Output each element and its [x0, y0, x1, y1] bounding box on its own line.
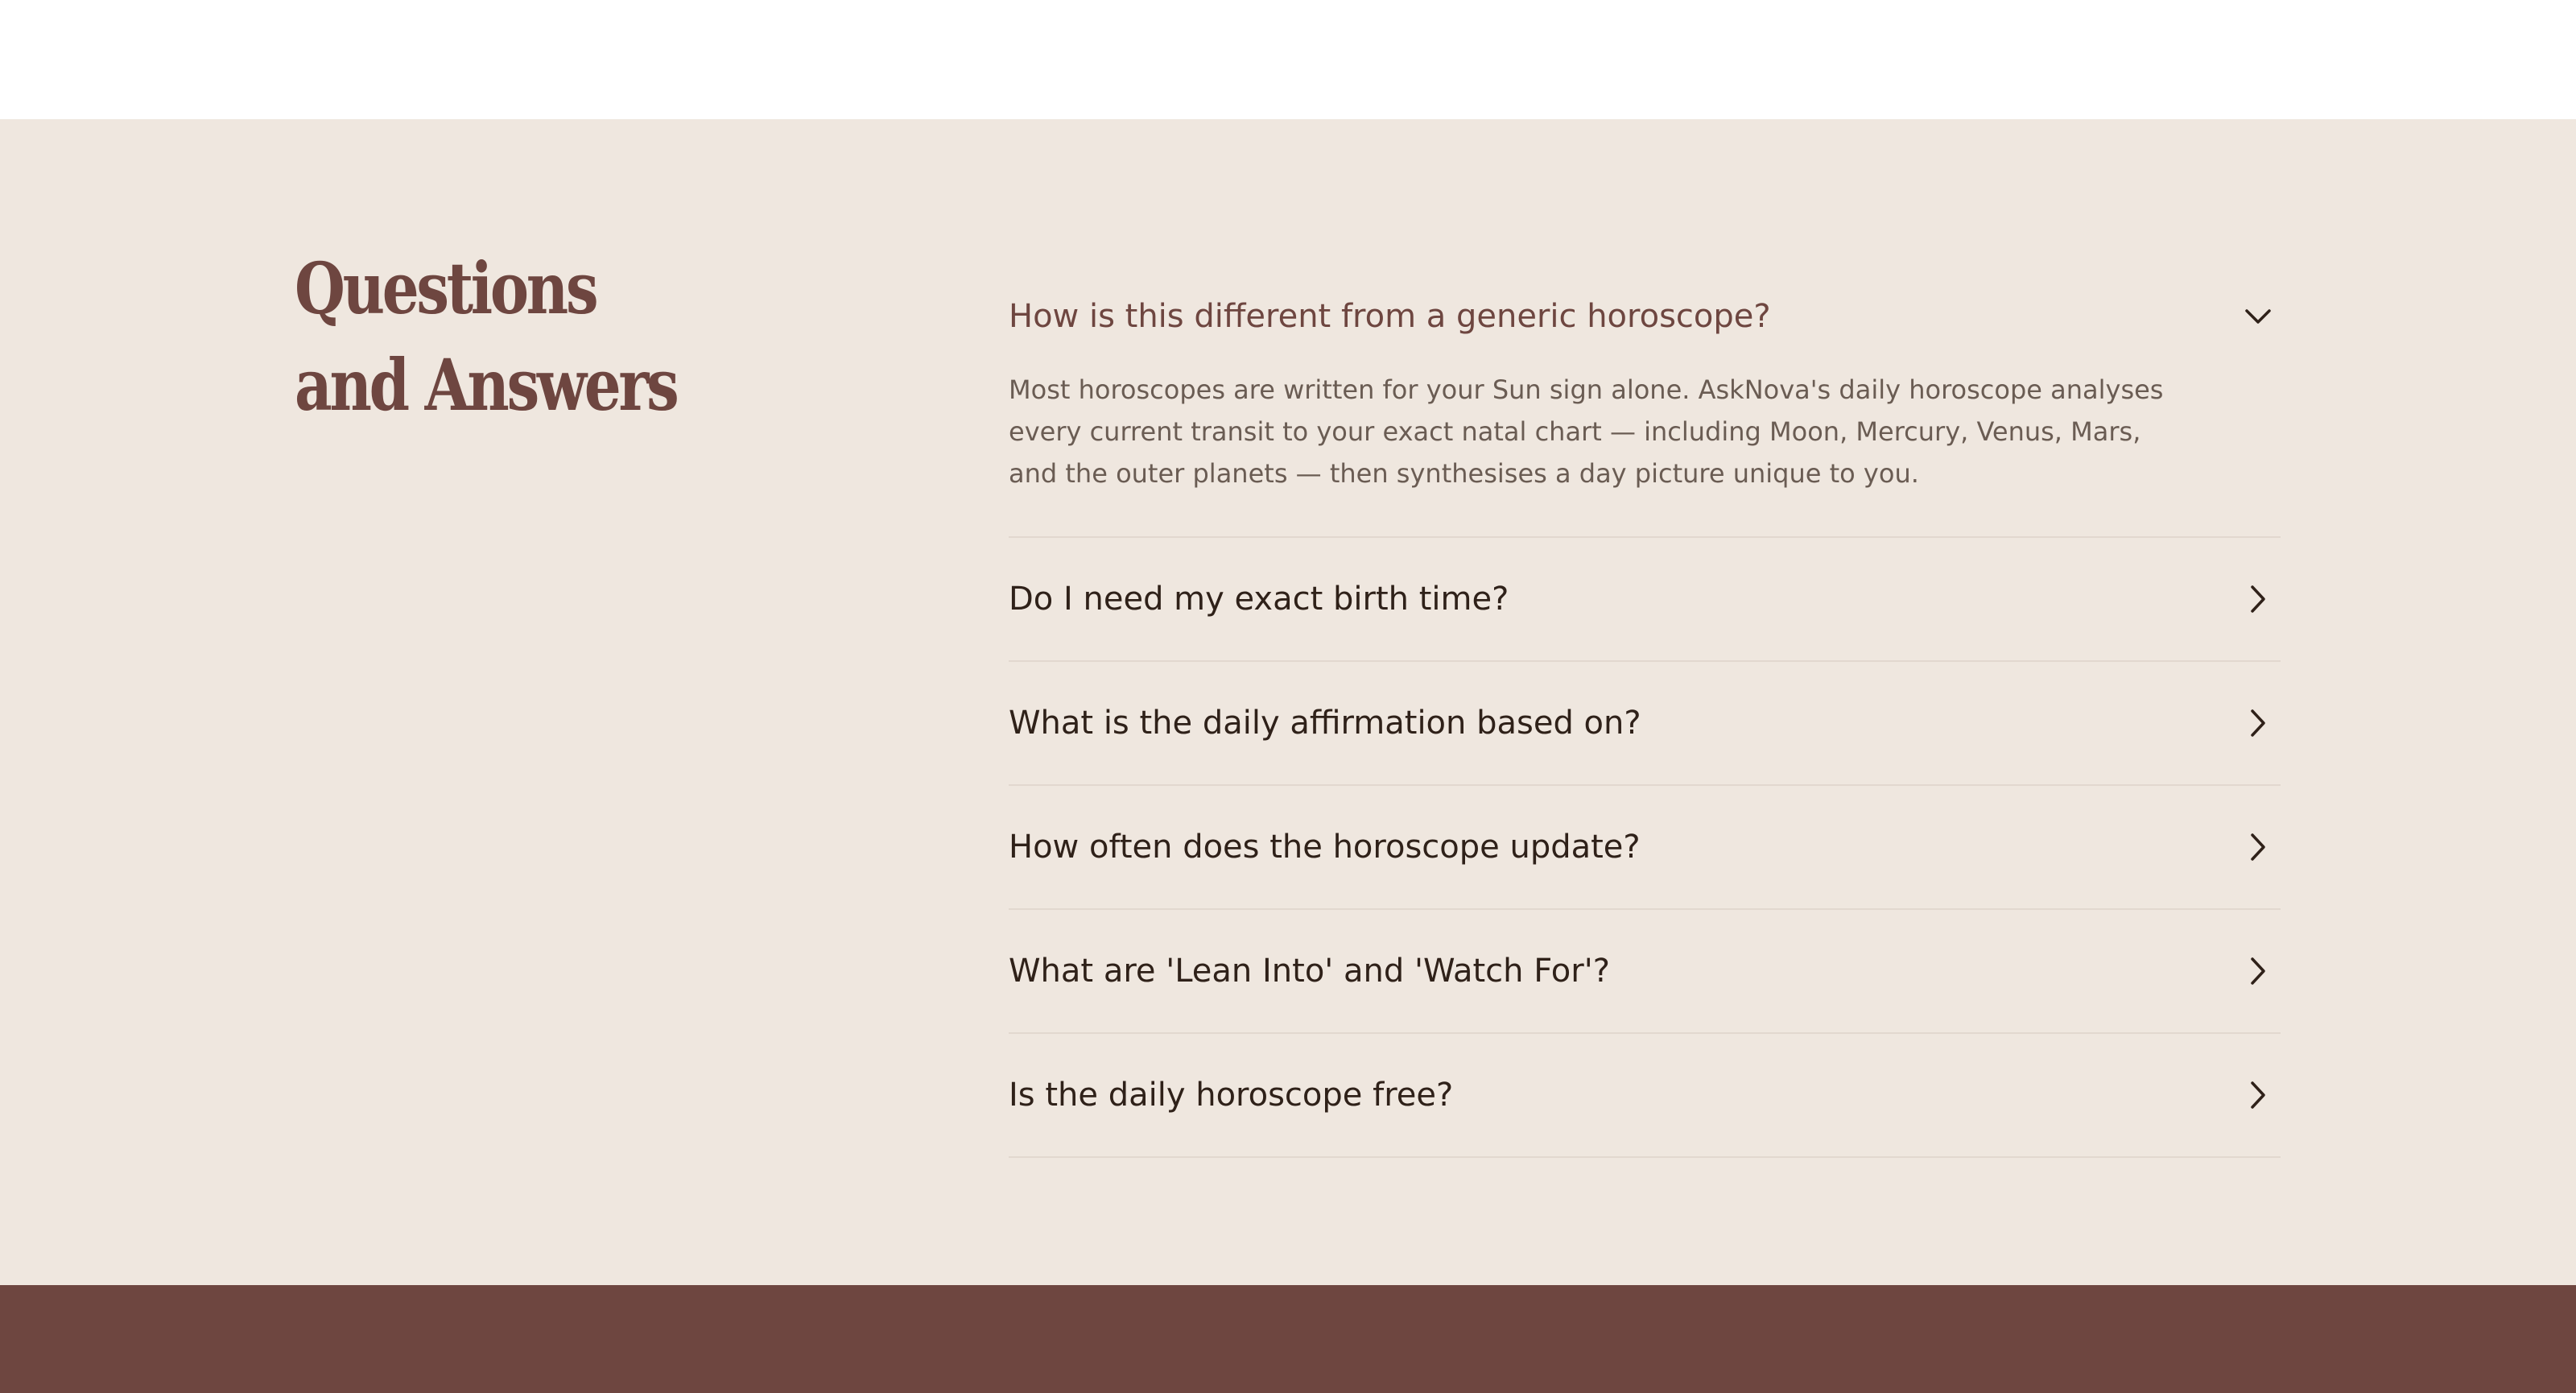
chevron-right-icon[interactable] [2242, 1079, 2274, 1111]
faq-item-update-frequency [1009, 786, 2281, 910]
faq-question: How often does the horoscope update? [1009, 829, 1641, 866]
faq-item-birth-time [1009, 538, 2281, 662]
faq-question: Is the daily horoscope free? [1009, 1077, 1454, 1114]
faq-question: What is the daily affirmation based on? [1009, 705, 1641, 742]
faq-heading [295, 240, 757, 433]
faq-heading-line-2: and Answers [295, 343, 677, 427]
faq-section [0, 119, 2576, 1285]
faq-item-generic-horoscope [1009, 119, 2281, 538]
faq-toggle-update-frequency[interactable] [1009, 786, 2281, 908]
faq-heading-line-1: Questions [295, 246, 597, 330]
chevron-right-icon[interactable] [2242, 955, 2274, 987]
faq-answer: Most horoscopes are written for your Sun sign alone. AskNova's daily horoscope analyses every current transit to your exact natal chart — including Moon, Mercury, Venus, Mars, and the outer planets — then synthesises a day picture unique to you. [1009, 374, 2164, 489]
chevron-right-icon[interactable] [2242, 583, 2274, 615]
faq-list [1009, 119, 2281, 1158]
faq-item-affirmation [1009, 662, 2281, 786]
faq-item-lean-into-watch-for [1009, 910, 2281, 1034]
chevron-down-icon[interactable] [2242, 300, 2274, 333]
faq-toggle-free[interactable] [1009, 1034, 2281, 1156]
faq-toggle-lean-into-watch-for[interactable] [1009, 910, 2281, 1032]
faq-item-free [1009, 1034, 2281, 1158]
top-band [0, 0, 2576, 119]
footer-band [0, 1285, 2576, 1393]
faq-toggle-generic-horoscope[interactable] [1009, 288, 2281, 345]
chevron-right-icon[interactable] [2242, 707, 2274, 739]
chevron-right-icon[interactable] [2242, 831, 2274, 863]
faq-question: How is this different from a generic horoscope? [1009, 298, 1771, 335]
faq-question: What are 'Lean Into' and 'Watch For'? [1009, 953, 1610, 990]
faq-toggle-birth-time[interactable] [1009, 538, 2281, 660]
faq-toggle-affirmation[interactable] [1009, 662, 2281, 784]
faq-question: Do I need my exact birth time? [1009, 581, 1509, 618]
